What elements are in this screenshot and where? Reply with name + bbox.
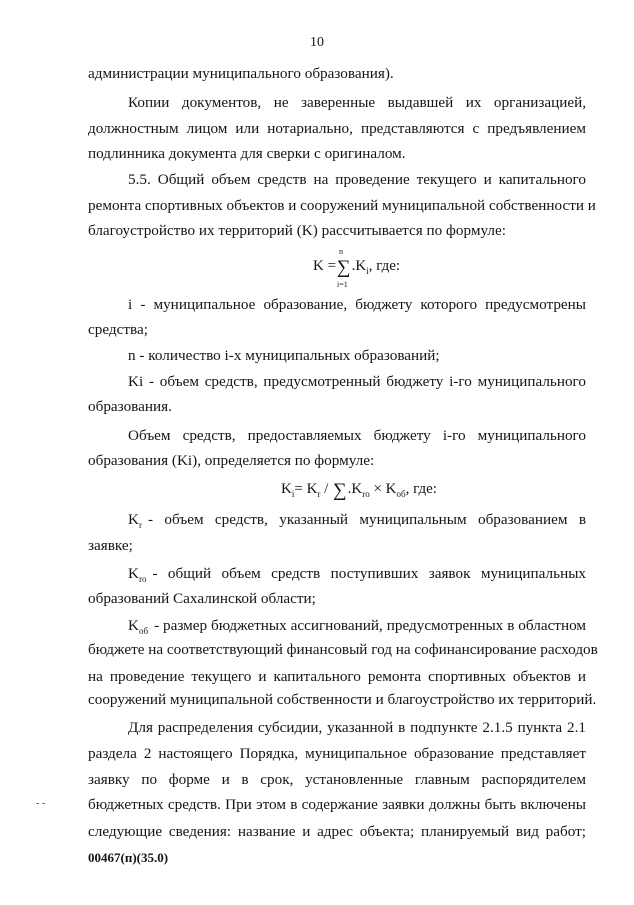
definition-kro bbox=[128, 564, 586, 589]
page-number: 10 bbox=[310, 35, 324, 50]
text-line: i - муниципальное образование, бюджету которого предусмотрены bbox=[128, 296, 586, 313]
text-line: Для распределения субсидии, указанной в подпункте 2.1.5 пункта 2.1 bbox=[128, 719, 586, 736]
text-line: - объем средств, указанный муниципальным образованием в bbox=[147, 511, 586, 528]
text-line: бюджетных средств. При этом в содержание заявки должны быть включены bbox=[88, 796, 586, 813]
text-line: следующие сведения: название и адрес объекта; планируемый вид работ; bbox=[88, 823, 586, 840]
text-line: образования (Ki), определяется по формуле: bbox=[88, 452, 375, 469]
text-line: - размер бюджетных ассигнований, предусмотренных в областном bbox=[154, 617, 586, 634]
text-line: - общий объем средств поступивших заявок муниципальных bbox=[152, 565, 586, 582]
symbol-kr: $K_r$ bbox=[128, 511, 142, 531]
definition-kob bbox=[128, 616, 586, 641]
text-line: образования. bbox=[88, 398, 172, 415]
document-code: 00467(п)(35.0) bbox=[88, 850, 169, 865]
text-line: образований Сахалинской области; bbox=[88, 590, 316, 607]
text-line: ремонта спортивных объектов и сооружений муниципальной собственности и bbox=[88, 197, 596, 214]
margin-mark: - - bbox=[36, 798, 46, 809]
text-line: Ki - объем средств, предусмотренный бюджету i-го муниципального bbox=[128, 373, 586, 390]
text-line: раздела 2 настоящего Порядка, муниципальное образование представляет bbox=[88, 745, 586, 762]
text-line: Объем средств, предоставляемых бюджету i-го муниципального bbox=[128, 427, 586, 444]
text-line: сооружений муниципальной собственности и благоустройство их территорий. bbox=[88, 691, 597, 708]
formula-ki: $K_i= K_r / \sum.K_{ro} \times K_{об}$, где: bbox=[281, 480, 437, 501]
text-line: Копии документов, не заверенные выдавшей их организацией, bbox=[128, 94, 586, 111]
text-line: бюджете на соответствующий финансовый год на софинансирование расходов bbox=[88, 641, 598, 658]
symbol-kro: $K_{ro}$ bbox=[128, 565, 147, 585]
text-line: благоустройство их территорий (K) рассчитывается по формуле: bbox=[88, 222, 506, 239]
text-line: на проведение текущего и капитального ремонта спортивных объектов и bbox=[88, 668, 586, 685]
text-line: средства; bbox=[88, 321, 148, 338]
text-line: должностным лицом или нотариально, представляются с предъявлением bbox=[88, 120, 586, 137]
text-line: администрации муниципального образования). bbox=[88, 65, 394, 82]
symbol-kob: $K_{об}$ bbox=[128, 617, 149, 637]
text-line: подлинника документа для сверки с оригиналом. bbox=[88, 145, 406, 162]
text-line: n - количество i-х муниципальных образований; bbox=[128, 347, 440, 364]
definition-kr bbox=[128, 510, 586, 535]
text-line: заявку по форме и в срок, установленные главным распорядителем bbox=[88, 771, 586, 788]
text-line: 5.5. Общий объем средств на проведение текущего и капитального bbox=[128, 171, 586, 188]
formula-total: K =∑ n i=1 $.K_i$, где: bbox=[313, 247, 401, 289]
text-line: заявке; bbox=[88, 537, 133, 554]
